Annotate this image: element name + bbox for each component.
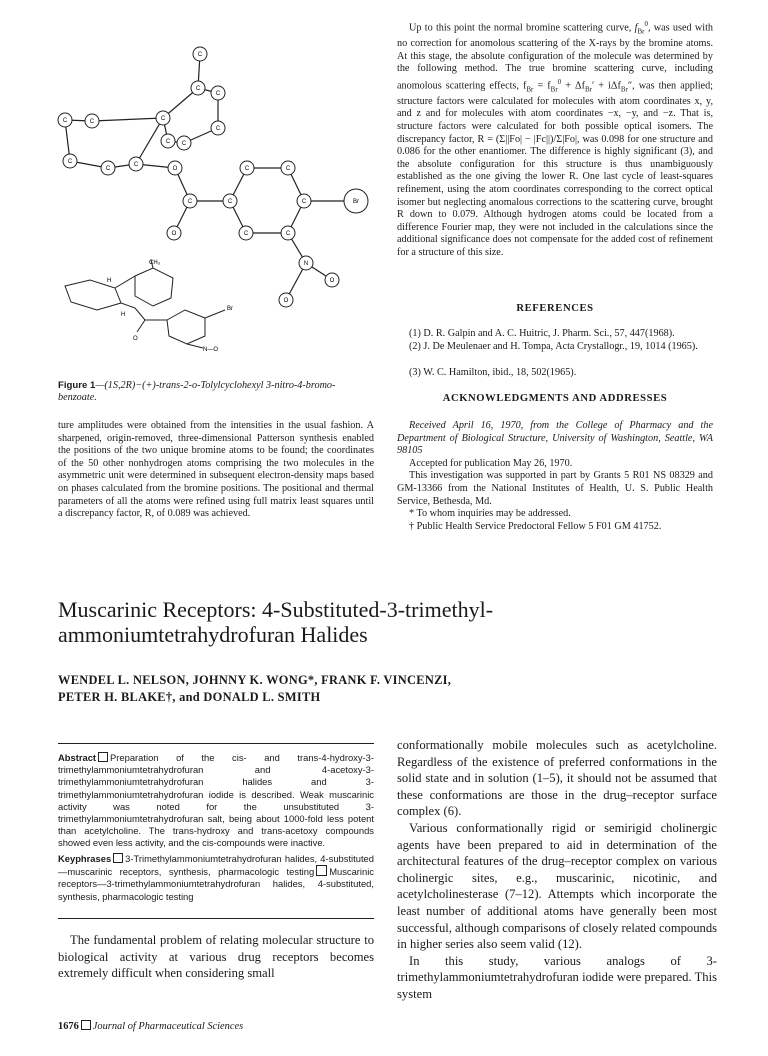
references-heading: REFERENCES [516,303,594,314]
keyphrases [58,853,374,903]
authors-line-2: PETER H. BLAKE†, and DONALD L. SMITH [58,689,321,704]
article-title-line-2: ammoniumtetrahydrofuran Halides [58,622,368,647]
svg-text:C: C [215,91,221,97]
top-right-paragraph: Up to this point the normal bromine scattering curve, $f_{Br}^0$, was used with no correction for anomolous scattering of the X-rays by the bromine atoms. At this stage, the absolute configuration of the molecule was determined by the following method. The true bromine scattering curve, including anomolous scattering effects, $f_{Br} = f_{Br}^0 + \Delta f_{Br}' + i\Delta f_{Br}''$, was then applied; structure factors were calculated for molecules with atom coordinates x, y, and z and for molecules with atom coordinates −x, −y, and −z. That is, structure factors were calculated for both possible optical isomers. The discrepancy factor, R = (Σ||Fo| − |Fc||)/Σ|Fo|, was 0.098 for one structure and 0.086 for the other enantiomer. The difference is highly significant (3), and the absolute configuration for this structure is thus unambiguously established as the one giving the lower R. One last cycle of least-squares refinement, using the atom coordinates corresponding to the correct optical isomer but neglecting anomalous corrections to the scattering curve, brought R down to 0.079. Although hydrogen atoms could be located from a difference Fourier map, they were not included in the calculations since the additional significance does not compensate for the added cost of refinement for a structure of this size. [397,20,714,258]
article-title [58,597,718,647]
br-label: Br [227,306,233,312]
svg-text:C: C [244,166,250,172]
intro-right-p1: conformationally mobile molecules such as acetylcholine. Regardless of the existence of preferred conformations in the solid state and in solution (1–5), it should not be assumed that these conformations are those in the drug–receptor surface complex (6). [397,738,717,819]
received-line: Received April 16, 1970, from the College of Pharmacy and the Department of Biological Structure, University of Washington, Seattle, WA 98105 [397,420,713,457]
abstract-label: Abstract [58,752,97,763]
svg-text:C: C [165,139,171,145]
svg-text:N: N [303,261,309,267]
figure-1-line-drawing [55,258,255,358]
box-icon [98,752,108,762]
intro-right-p3: In this study, various analogs of 3-trimethylammoniumtetrahydrofuran iodide were prepared. This system [397,953,717,1001]
box-icon [81,1020,91,1030]
svg-text:C: C [181,141,187,147]
figure-caption [58,380,374,405]
authors-line-1: WENDEL L. NELSON, JOHNNY K. WONG*, FRANK F. VINCENZI, [58,673,452,687]
svg-text:C: C [243,231,249,237]
carbonyl-o-label: O [133,336,138,342]
acknowledgments-heading: ACKNOWLEDGMENTS AND ADDRESSES [442,393,668,404]
keyphrases-text-b: Muscarinic receptors—3-trimethylammoniumtetrahydrofuran halides, 4-substituted, synthesis, pharmacologic testing [58,866,374,902]
h-label-bottom: H [121,312,126,318]
ch3-label: CH₃ [149,260,161,266]
svg-text:C: C [285,231,291,237]
svg-text:Br: Br [353,199,359,205]
reference-2: (2) J. De Meulenaer and H. Tompa, Acta Crystallogr., 19, 1014 (1965). [409,341,698,352]
svg-text:C: C [89,119,95,125]
accepted-line: Accepted for publication May 26, 1970. [409,457,573,469]
intro-right [397,737,717,1003]
abstract-top-rule [58,743,374,744]
figure-caption-text: —(1S,2R)−(+)-trans-2-o-Tolylcyclohexyl 3-nitro-4-bromo-benzoate. [58,380,336,404]
support-line: This investigation was supported in part by Grants 5 R01 NS 08329 and GM-13366 from the National Institutes of Health, U. S. Public Health Service, Bethesda, Md. [397,470,713,507]
reference-1: (1) D. R. Galpin and A. C. Huitric, J. Pharm. Sci., 57, 447(1968). [409,328,675,339]
svg-text:C: C [197,52,203,58]
abstract-text: Preparation of the cis- and trans-4-hydroxy-3-trimethylammoniumtetrahydrofuran and 4-acetoxy-3-trimethylammoniumtetrahydrofuran halides and 3-trimethylammoniumtetrahydrofuran iodide is described. Weak muscarinic activity was noted for the unsubstituted 3-trimethylammoniumtetrahydrofuran salt, being about 1000-fold less potent than acetylcholine. The trans-hydroxy and trans-acetoxy compounds showed even less activity, and the cis-compounds were inactive. [58,752,374,849]
page-number: 1676 [58,1021,79,1032]
keyphrases-label: Keyphrases [58,853,112,864]
svg-text:C: C [105,166,111,172]
article-title-line-1: Muscarinic Receptors: 4-Substituted-3-trimethyl- [58,597,494,622]
authors [58,672,718,705]
note-1: * To whom inquiries may be addressed. [409,508,571,520]
figure-caption-label: Figure 1 [58,380,96,391]
svg-text:C: C [67,159,73,165]
svg-text:O: O [283,298,289,304]
reference-3: (3) W. C. Hamilton, ibid., 18, 502(1965). [409,367,577,378]
svg-text:C: C [62,118,68,124]
h-label-top: H [107,278,112,284]
svg-text:O: O [171,231,177,237]
svg-text:C: C [285,166,291,172]
nitro-label: N—O [203,347,218,353]
svg-text:C: C [133,162,139,168]
svg-text:C: C [215,126,221,132]
abstract-bottom-rule [58,918,374,919]
svg-text:C: C [301,199,307,205]
svg-text:C: C [187,199,193,205]
svg-text:O: O [172,166,178,172]
box-icon [316,865,327,876]
svg-text:O: O [329,278,335,284]
left-bottom-paragraph: ture amplitudes were obtained from the intensities in the usual fashion. A sharpened, origin-removed, three-dimensional Patterson synthesis enabled the positions of the two unique bromine atoms to be found; the coordinates of the 50 other nonhydrogen atoms comprising the two molecules in the asymmetric unit were determined in subsequent electron-density maps based on phases calculated from the bromine positions. The positional and thermal parameters of all the atoms were refined using full matrix least squares until a discrepancy factor, R, of 0.089 was achieved. [58,420,374,520]
keyphrases-text-a: 3-Trimethylammoniumtetrahydrofuran halides, 4-substituted—muscarinic receptors, synthesis, pharmacologic testing [58,853,374,878]
abstract [58,752,374,850]
svg-text:C: C [160,116,166,122]
svg-text:C: C [195,86,201,92]
intro-right-p2: Various conformationally rigid or semirigid cholinergic agents have been prepared to aid in determination of the architectural features of the drug–receptor complex on various cholinergic sites, e.g., muscarinic, nicotinic, and acetylcholinesterase (7–12). Attempts which incorporate the least number of additional atoms have generally been most successful, although comparisons of closely related compounds in higher series also seem valid (12). [397,820,718,952]
note-2: † Public Health Service Predoctoral Fellow 5 F01 GM 41752. [409,520,662,532]
acknowledgments-body [397,420,713,533]
box-icon [113,853,123,863]
page-footer [58,1020,243,1032]
intro-left: The fundamental problem of relating molecular structure to biological activity at various drug receptors becomes extremely difficult when considering small [58,933,374,981]
journal-name: Journal of Pharmaceutical Sciences [92,1021,244,1032]
svg-text:C: C [227,199,233,205]
